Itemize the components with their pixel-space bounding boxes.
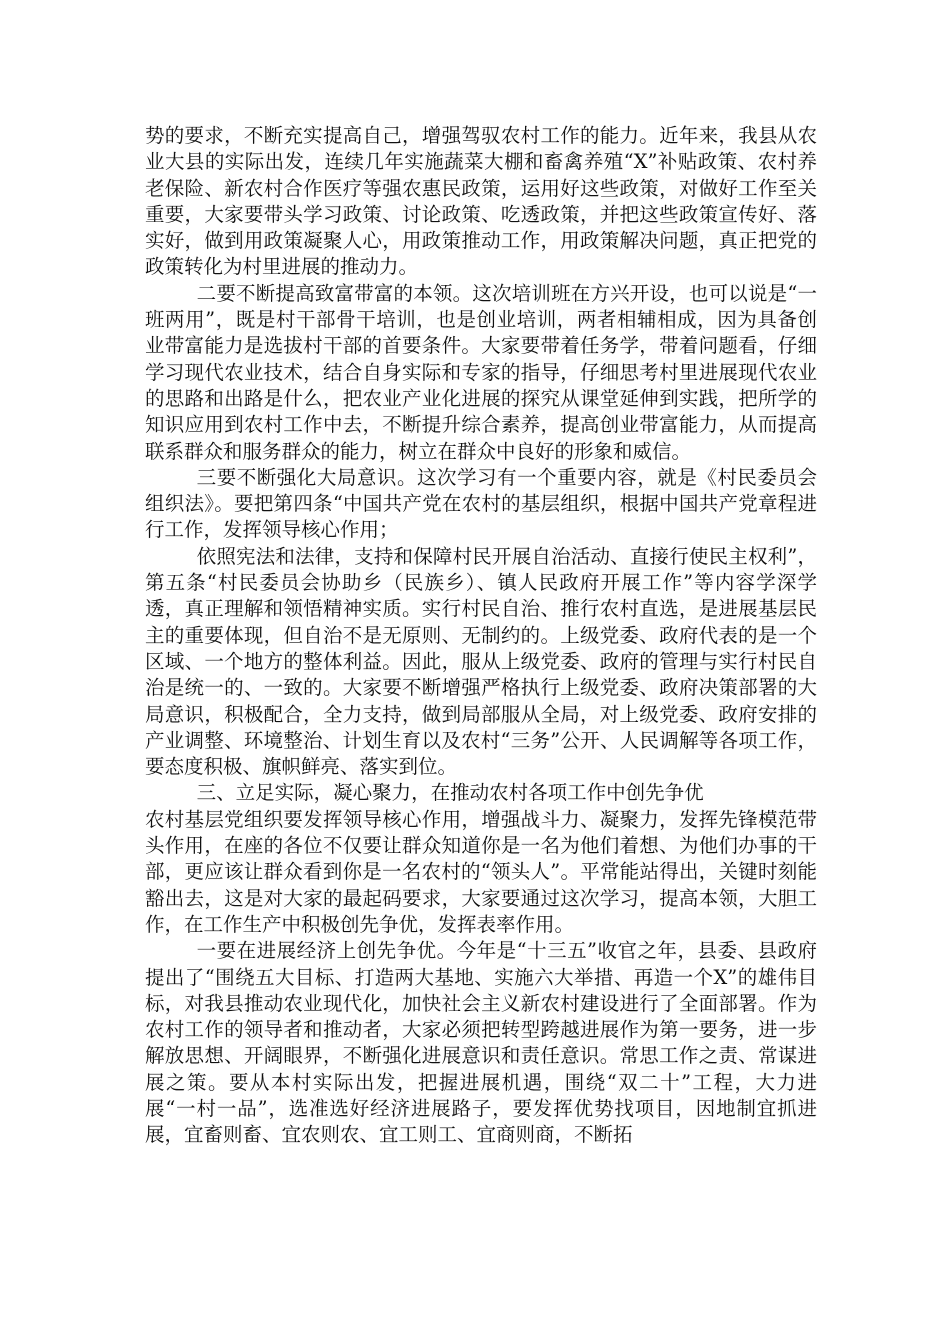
body-text bbox=[145, 123, 817, 1149]
paragraph-economy: 一要在进展经济上创先争优。今年是“十三五”收官之年，县委、县政府提出了“围绕五大目标、打造两大基地、实施六大举措、再造一个X”的雄伟目标，对我县推动农业现代化，加快社会主义新农村建设进行了全面部署。作为农村工作的领导者和推动者，大家必须把转型跨越进展作为第一要务，进一步解放思想、开阔眼界，不断强化进展意识和责任意识。常思工作之责、常谋进展之策。要从本村实际出发，把握进展机遇，围绕“双二十”工程，大力进展“一村一品”，选准选好经济进展路子，要发挥优势找项目，因地制宜抓进展，宜畜则畜、宜农则农、宜工则工、宜商则商，不断拓 bbox=[145, 939, 817, 1147]
section-heading-3: 三、立足实际，凝心聚力，在推动农村各项工作中创先争优 bbox=[196, 781, 704, 805]
paragraph-skills: 二要不断提高致富带富的本领。这次培训班在方兴开设，也可以说是“一班两用”，既是村干部骨干培训，也是创业培训，两者相辅相成，因为具备创业带富能力是选拔村干部的首要条件。大家要带着任务学，带着问题看，仔细学习现代农业技术，结合自身实际和专家的指导，仔细思考村里进展现代农业的思路和出路是什么，把农业产业化进展的探究从课堂延伸到实践，把所学的知识应用到农村工作中去，不断提升综合素养，提高创业带富能力，从而提高联系群众和服务群众的能力，树立在群众中良好的形象和威信。 bbox=[145, 281, 817, 463]
paragraph-policy: 势的要求，不断充实提高自己，增强驾驭农村工作的能力。近年来，我县从农业大县的实际出发，连续几年实施蔬菜大棚和畜禽养殖“X”补贴政策、农村养老保险、新农村合作医疗等强农惠民政策，运用好这些政策，对做好工作至关重要，大家要带头学习政策、讨论政策、吃透政策，并把这些政策宣传好、落实好，做到用政策凝聚人心，用政策推动工作，用政策解决问题，真正把党的政策转化为村里进展的推动力。 bbox=[145, 124, 817, 279]
paragraph-constitution: 依照宪法和法律，支持和保障村民开展自治活动、直接行使民主权利”，第五条“村民委员会协助乡（民族乡）、镇人民政府开展工作”等内容学深学透，真正理解和领悟精神实质。实行村民自治、推行农村直选，是进展基层民主的重要体现，但自治不是无原则、无制约的。上级党委、政府代表的是一个区域、一个地方的整体利益。因此，服从上级党委、政府的管理与实行村民自治是统一的、一致的。大家要不断增强严格执行上级党委、政府决策部署的大局意识，积极配合，全力支持，做到局部服从全局，对上级党委、政府安排的产业调整、环境整治、计划生育以及农村“三务”公开、人民调解等各项工作，要态度积极、旗帜鲜亮、落实到位。 bbox=[145, 544, 817, 779]
paragraph-overall-awareness: 三要不断强化大局意识。这次学习有一个重要内容，就是《村民委员会组织法》。要把第四条“中国共产党在农村的基层组织，根据中国共产党章程进行工作，发挥领导核心作用； bbox=[145, 465, 817, 542]
paragraph-party-organization: 农村基层党组织要发挥领导核心作用，增强战斗力、凝聚力，发挥先锋模范带头作用，在座的各位不仅要让群众知道你是一名为他们着想、为他们办事的干部，更应该让群众看到你是一名农村的“领头人”。平常能站得出，关键时刻能豁出去，这是对大家的最起码要求，大家要通过这次学习，提高本领，大胆工作，在工作生产中积极创先争优，发挥表率作用。 bbox=[145, 807, 817, 936]
